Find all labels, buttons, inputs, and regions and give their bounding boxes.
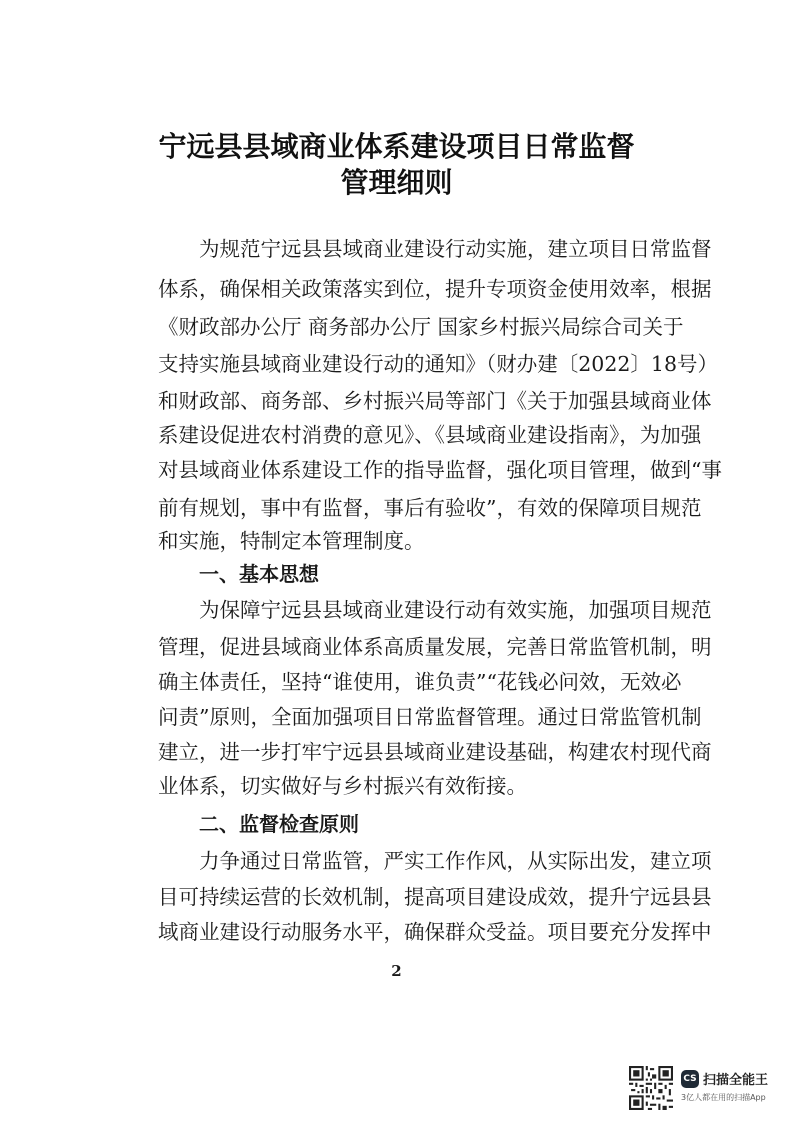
section-1-line: 建立，进一步打牢宁远县县域商业建设基础，构建农村现代商 <box>158 740 712 764</box>
section-1-line: 管理，促进县域商业体系高质量发展，完善日常监管机制，明 <box>158 635 712 659</box>
document-title-line-1: 宁远县县域商业体系建设项目日常监督 <box>158 130 635 163</box>
watermark-tagline: 3亿人都在用的扫描App <box>681 1093 766 1102</box>
section-1-heading: 一、基本思想 <box>199 562 319 586</box>
intro-line: 支持实施县域商业建设行动的通知》（财办建〔2022〕18号） <box>158 352 719 376</box>
watermark-brand: 扫描全能王 <box>703 1073 769 1088</box>
section-1-line: 问责”原则，全面加强项目日常监督管理。通过日常监管机制 <box>158 705 702 729</box>
intro-line: 和财政部、商务部、乡村振兴局等部门《关于加强县域商业体 <box>158 389 712 413</box>
intro-line: 体系，确保相关政策落实到位，提升专项资金使用效率，根据 <box>158 277 712 301</box>
section-1-line: 业体系，切实做好与乡村振兴有效衔接。 <box>158 774 527 798</box>
qr-code-icon <box>629 1066 673 1110</box>
scanner-watermark <box>629 1066 781 1114</box>
section-1-line: 确主体责任，坚持“谁使用，谁负责”“花钱必问效，无效必 <box>158 670 682 694</box>
intro-line: 和实施，特制定本管理制度。 <box>158 529 425 553</box>
page-number: 2 <box>391 962 402 980</box>
intro-line: 对县域商业体系建设工作的指导监督，强化项目管理，做到“事 <box>158 458 722 482</box>
intro-line: 前有规划，事中有监督，事后有验收”，有效的保障项目规范 <box>158 496 702 520</box>
section-2-line: 域商业建设行动服务水平，确保群众受益。项目要充分发挥中 <box>158 920 712 944</box>
section-2-heading: 二、监督检查原则 <box>199 812 359 836</box>
section-2-line: 力争通过日常监管，严实工作作风，从实际出发，建立项 <box>199 849 712 873</box>
section-1-line: 为保障宁远县县域商业建设行动有效实施，加强项目规范 <box>199 598 712 622</box>
intro-line: 系建设促进农村消费的意见》、《县域商业建设指南》，为加强 <box>158 423 702 447</box>
document-title-line-2: 管理细则 <box>340 166 453 199</box>
camscanner-logo-icon: CS <box>681 1070 699 1088</box>
section-2-line: 目可持续运营的长效机制，提高项目建设成效，提升宁远县县 <box>158 885 712 909</box>
intro-line: 为规范宁远县县域商业建设行动实施，建立项目日常监督 <box>199 237 712 261</box>
intro-line: 《财政部办公厅 商务部办公厅 国家乡村振兴局综合司关于 <box>158 315 684 339</box>
